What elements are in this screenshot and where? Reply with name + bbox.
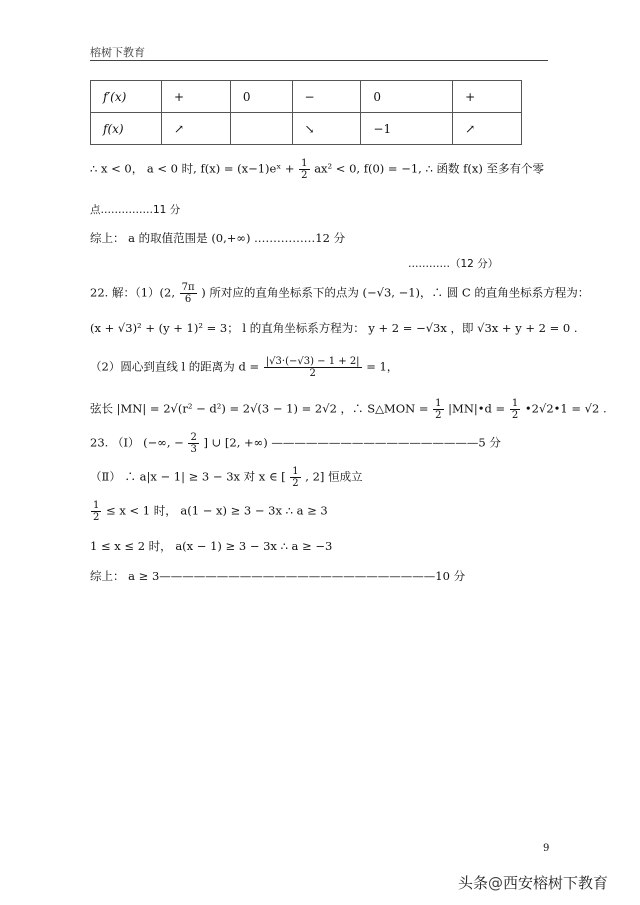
fraction-denominator: 2 [301,170,308,181]
fraction-denominator: 2 [93,512,100,523]
text: , 2] 恒成立 [305,469,363,484]
table-cell: ↗ [162,113,231,145]
q21-line-1 [90,158,544,181]
q22-line-3 [90,356,398,379]
table-row [91,113,522,145]
table-cell: + [162,81,231,113]
q22-line-4 [90,398,607,421]
q23-line-5: 综上： a ≥ 3————————————————————————10 分 [90,569,466,583]
fraction-numerator: |√3·(−√3) − 1 + 2| [265,356,360,367]
fraction [433,398,443,421]
row-label: f′(x) [91,81,162,113]
fraction-numerator: 1 [292,466,299,477]
table-row [91,81,522,113]
text: ] ∪ [2, +∞) ——————————————————5 分 [203,435,501,450]
q23-line-3 [90,500,328,523]
q22-line-2: (x + √3)² + (y + 1)² = 3； l 的直角坐标系方程为： y + 2 = −√3x ，即 √3x + y + 2 = 0 . [90,321,578,335]
table-cell: 0 [230,81,292,113]
q23-line-2 [90,466,363,489]
fraction [299,158,309,181]
page-header: 榕树下教育 [90,46,145,59]
text: ) 所对应的直角坐标系下的点为 (−√3, −1)，∴ 圆 C 的直角坐标系方程为： [201,285,590,300]
text: 23. （Ⅰ） (−∞, − [90,435,184,450]
page-number: 9 [543,843,550,854]
watermark-at: @ [488,874,504,892]
fraction [510,398,520,421]
watermark-prefix: 头条 [458,874,489,892]
fraction [188,432,198,455]
text: |MN|•d = [448,401,506,416]
fraction-numerator: 7π [181,282,195,293]
text: 22. 解：（1）(2, [90,285,175,300]
fraction-numerator: 2 [190,432,197,443]
fraction-numerator: 1 [511,398,519,409]
row-label: f(x) [91,113,162,145]
fraction-denominator: 2 [435,410,442,421]
text: ax² < 0, f(0) = −1, ∴ 函数 f(x) 至多有个零 [314,161,544,176]
text: •2√2•1 = √2 . [524,401,607,416]
fraction [91,500,101,523]
table-cell [230,113,292,145]
table-cell: ↗ [453,113,522,145]
fraction-denominator: 2 [309,368,316,379]
q21-line-3: 综上： a 的取值范围是 (0,+∞) .……………12 分 [90,231,346,245]
q21-score: …………（12 分） [408,258,499,270]
fraction-numerator: 1 [93,500,100,511]
table-cell: 0 [361,81,453,113]
fraction [264,356,362,379]
watermark-name: 西安榕树下教育 [503,874,609,892]
fraction-denominator: 6 [184,294,192,305]
fraction [180,282,197,305]
table-cell: + [453,81,522,113]
table-cell: ↘ [292,113,361,145]
watermark [458,872,608,893]
header-rule [90,60,548,61]
fraction-denominator: 3 [190,444,197,455]
text: （Ⅱ） ∴ a|x − 1| ≥ 3 − 3x 对 x ∈ [ [90,469,286,484]
table-cell: − [292,81,361,113]
q23-line-4: 1 ≤ x ≤ 2 时， a(x − 1) ≥ 3 − 3x ∴ a ≥ −3 [90,539,333,553]
text: （2）圆心到直线 l 的距离为 d = [90,359,260,374]
fraction-denominator: 2 [292,478,299,489]
text: 弦长 |MN| = 2√(r² − d²) = 2√(3 − 1) = 2√2 ，∴ S△MON = [90,401,429,416]
fraction-numerator: 1 [435,398,442,409]
table-cell: −1 [361,113,453,145]
fraction [290,466,300,489]
q21-line-2: 点……………11 分 [90,204,181,216]
q23-line-1 [90,432,501,455]
text: = 1， [366,359,399,374]
text: ≤ x < 1 时， a(1 − x) ≥ 3 − 3x ∴ a ≥ 3 [106,503,328,518]
text: ∴ x < 0， a < 0 时, f(x) = (x−1)eˣ + [90,161,295,176]
q22-line-1 [90,282,589,305]
fraction-denominator: 2 [511,410,519,421]
fraction-numerator: 1 [301,158,308,169]
sign-table [90,80,522,145]
